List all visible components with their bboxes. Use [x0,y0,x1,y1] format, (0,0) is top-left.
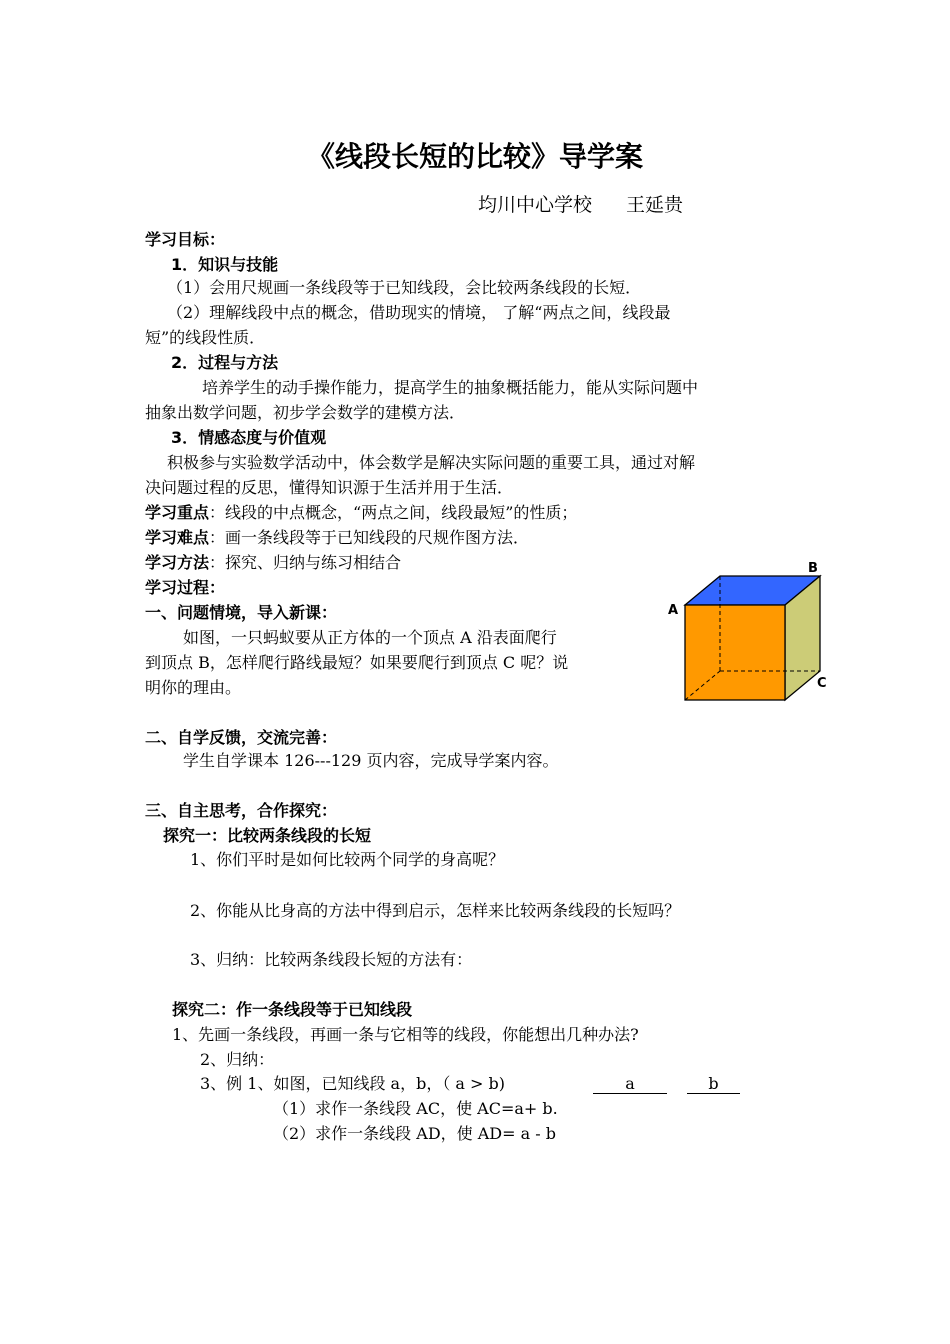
explore-2-title: 探究二：作一条线段等于已知线段 [172,1000,413,1019]
difficulty-label: 学习难点 [145,528,210,547]
author-name: 王延贵 [626,194,684,216]
method-point [145,552,401,574]
vertex-label-a: A [668,603,679,618]
goals-heading: 学习目标： [145,230,226,249]
page-title: 《线段长短的比较》导学案 [306,140,643,173]
explore-1-question-2: 2、你能从比身高的方法中得到启示，怎样来比较两条线段的长短吗？ [190,901,681,920]
explore-2-problem-2: （2）求作一条线段 AD，使 AD= a - b [273,1124,556,1143]
difficulty-point [145,527,529,549]
goal-1-title: 1．知识与技能 [171,255,279,274]
explore-2-question-2: 2、归纳： [200,1050,275,1069]
explore-1-title: 探究一：比较两条线段的长短 [163,826,372,845]
segment-b [687,1073,740,1095]
cube-front-face [685,605,785,700]
method-text: ：探究、归纳与练习相结合 [209,553,402,572]
section-1-title: 一、问题情境，导入新课： [145,603,338,622]
goal-2-text: 培养学生的动手操作能力，提高学生的抽象概括能力，能从实际问题中 [202,378,699,397]
section-1-line-3: 明你的理由。 [145,678,242,697]
goal-3-title: 3．情感态度与价值观 [171,428,327,447]
explore-1-question-3: 3、归纳：比较两条线段长短的方法有： [190,950,473,969]
explore-2-problem-1: （1）求作一条线段 AC，使 AC=a+ b. [273,1099,558,1118]
process-heading: 学习过程： [145,578,226,597]
cube-figure [660,558,840,708]
goal-3-text-cont: 决问题过程的反思，懂得知识源于生活并用于生活． [145,478,514,497]
school-name: 均川中心学校 [478,194,593,216]
goal-3-text: 积极参与实验数学活动中，体会数学是解决实际问题的重要工具，通过对解 [167,453,696,472]
section-2-text: 学生自学课本 126---129 页内容，完成导学案内容。 [183,751,559,770]
section-2-title: 二、自学反馈，交流完善： [145,728,338,747]
explore-1-question-1: 1、你们平时是如何比较两个同学的身高呢？ [190,850,505,869]
goal-1-item-2: （2）理解线段中点的概念，借助现实的情境， 了解“两点之间，线段最 [167,303,671,322]
key-point [145,502,577,524]
key-label: 学习重点 [145,503,210,522]
goal-1-item-2-cont: 短”的线段性质． [145,328,266,347]
difficulty-text: ：画一条线段等于已知线段的尺规作图方法． [209,528,530,547]
section-1-line-2: 到顶点 B，怎样爬行路线最短？如果要爬行到顶点 C 呢？说 [145,653,569,672]
author-line [478,190,683,217]
segment-b-label: b [687,1075,740,1094]
key-text: ：线段的中点概念，“两点之间，线段最短”的性质； [209,503,578,522]
section-1-line-1: 如图，一只蚂蚁要从正方体的一个顶点 A 沿表面爬行 [183,628,557,647]
explore-2-question-1: 1、先画一条线段，再画一条与它相等的线段，你能想出几种办法? [172,1025,639,1044]
vertex-label-c: C [817,676,827,691]
method-label: 学习方法 [145,553,210,572]
vertex-label-b: B [808,561,818,576]
goal-1-item-1: （1）会用尺规画一条线段等于已知线段，会比较两条线段的长短． [167,278,642,297]
segment-a-label: a [593,1075,667,1094]
goal-2-title: 2．过程与方法 [171,353,279,372]
goal-2-text-cont: 抽象出数学问题，初步学会数学的建模方法． [145,403,466,422]
section-3-title: 三、自主思考，合作探究： [145,801,338,820]
explore-2-question-3: 3、例 1、如图，已知线段 a，b，（ a > b) [200,1074,506,1093]
segment-a [593,1073,667,1095]
